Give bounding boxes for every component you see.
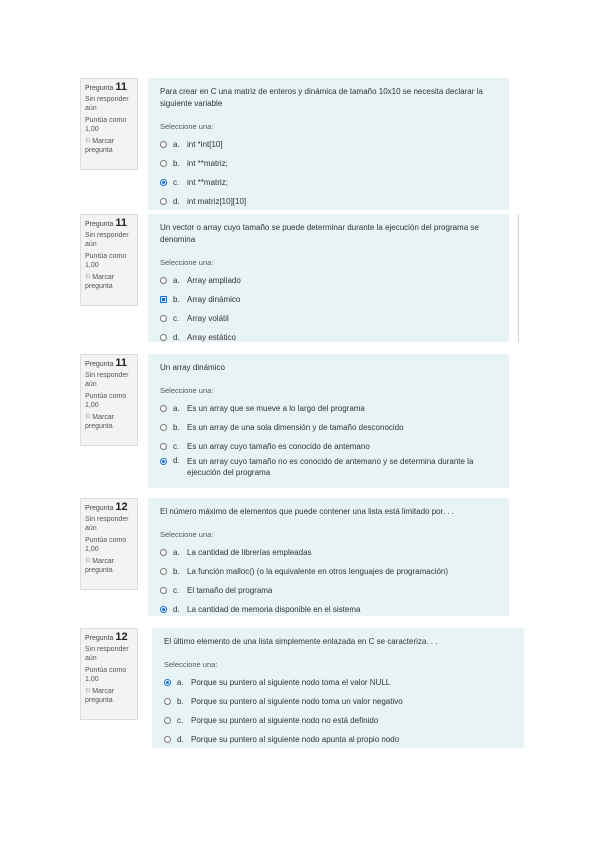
answer-options xyxy=(160,543,499,619)
question-state: Sin responder aún xyxy=(85,646,129,662)
question-content xyxy=(148,498,509,616)
radio-button[interactable] xyxy=(160,424,167,431)
question-text: El último elemento de una lista simplemente enlazada en C se caracteriza. . . xyxy=(164,637,438,646)
question-text: Para crear en C una matriz de enteros y dinámica de tamaño 10x10 se necesita declarar la siguiente variable xyxy=(160,87,483,108)
question-grade: Puntúa como 1,00 xyxy=(85,537,127,553)
radio-button[interactable] xyxy=(160,568,167,575)
flag-question-link[interactable]: ⚐Marcar pregunta xyxy=(85,138,115,154)
radio-button-selected[interactable] xyxy=(160,296,167,303)
radio-button[interactable] xyxy=(160,334,167,341)
question-text: Un vector o array cuyo tamaño se puede determinar durante la ejecución del programa se denomina xyxy=(160,223,479,244)
radio-button-selected[interactable] xyxy=(160,179,167,186)
question-state: Sin responder aún xyxy=(85,96,129,112)
question-content xyxy=(148,354,509,488)
question-content xyxy=(148,78,509,210)
option-c[interactable]: c. El tamaño del programa xyxy=(160,581,499,600)
radio-button[interactable] xyxy=(160,405,167,412)
option-c[interactable]: c. Array volátil xyxy=(160,309,499,328)
answer-prompt: Seleccione una: xyxy=(160,386,214,395)
option-b[interactable]: b. La función malloc() (o la equivalente en otros lenguajes de programación) xyxy=(160,562,499,581)
option-d[interactable]: d. Array estático xyxy=(160,328,499,347)
radio-button[interactable] xyxy=(160,549,167,556)
flag-question-link[interactable]: ⚐Marcar pregunta xyxy=(85,274,115,290)
radio-button[interactable] xyxy=(160,277,167,284)
question-number: Pregunta 12 xyxy=(85,501,128,513)
option-b[interactable]: b. int **matriz; xyxy=(160,154,499,173)
question-content xyxy=(152,628,524,748)
question-number: Pregunta 11 xyxy=(85,357,128,369)
answer-prompt: Seleccione una: xyxy=(160,258,214,267)
question-number: Pregunta 11 xyxy=(85,217,128,229)
flag-question-link[interactable]: ⚐Marcar pregunta xyxy=(85,558,115,574)
option-b[interactable]: b. Porque su puntero al siguiente nodo toma un valor negativo xyxy=(164,692,514,711)
question-info xyxy=(80,214,138,306)
question-grade: Puntúa como 1,00 xyxy=(85,393,127,409)
question-state: Sin responder aún xyxy=(85,232,129,248)
answer-prompt: Seleccione una: xyxy=(164,660,218,669)
option-a[interactable]: a. int *int[10] xyxy=(160,135,499,154)
answer-options xyxy=(160,135,499,211)
flag-icon: ⚐ xyxy=(85,414,92,421)
flag-question-link[interactable]: ⚐Marcar pregunta xyxy=(85,688,115,704)
answer-options xyxy=(160,271,499,347)
option-a[interactable]: a. Porque su puntero al siguiente nodo toma el valor NULL xyxy=(164,673,514,692)
option-c[interactable]: c. Es un array cuyo tamaño es conocido de antemano xyxy=(160,437,499,456)
flag-icon: ⚐ xyxy=(85,138,92,145)
option-d[interactable]: d. Porque su puntero al siguiente nodo apunta al propio nodo xyxy=(164,730,514,749)
scroll-divider xyxy=(518,214,519,342)
answer-prompt: Seleccione una: xyxy=(160,530,214,539)
answer-options xyxy=(160,399,499,484)
radio-button[interactable] xyxy=(160,587,167,594)
radio-button[interactable] xyxy=(160,160,167,167)
question-number: Pregunta 12 xyxy=(85,631,128,643)
flag-icon: ⚐ xyxy=(85,274,92,281)
option-b[interactable]: b. Es un array de una sola dimensión y de tamaño desconocido xyxy=(160,418,499,437)
answer-prompt: Seleccione una: xyxy=(160,122,214,131)
option-c[interactable]: c. int **matriz; xyxy=(160,173,499,192)
question-state: Sin responder aún xyxy=(85,372,129,388)
flag-icon: ⚐ xyxy=(85,558,92,565)
radio-button[interactable] xyxy=(160,315,167,322)
question-content xyxy=(148,214,509,342)
option-c[interactable]: c. Porque su puntero al siguiente nodo no está definido xyxy=(164,711,514,730)
option-d[interactable]: d. int matriz[10][10] xyxy=(160,192,499,211)
radio-button[interactable] xyxy=(160,443,167,450)
radio-button-selected[interactable] xyxy=(164,679,171,686)
question-number: Pregunta 11 xyxy=(85,81,128,93)
option-b[interactable]: b. Array dinámico xyxy=(160,290,499,309)
option-d[interactable]: d. La cantidad de memoria disponible en el sistema xyxy=(160,600,499,619)
option-a[interactable]: a. Array ampliado xyxy=(160,271,499,290)
radio-button[interactable] xyxy=(160,198,167,205)
radio-button[interactable] xyxy=(164,698,171,705)
question-text: Un array dinámico xyxy=(160,363,225,372)
option-a[interactable]: a. Es un array que se mueve a lo largo del programa xyxy=(160,399,499,418)
radio-button[interactable] xyxy=(164,717,171,724)
option-a[interactable]: a. La cantidad de librerías empleadas xyxy=(160,543,499,562)
question-grade: Puntúa como 1,00 xyxy=(85,117,127,133)
question-info xyxy=(80,354,138,446)
question-grade: Puntúa como 1,00 xyxy=(85,667,127,683)
question-text: El número máximo de elementos que puede contener una lista está limitado por. . . xyxy=(160,507,454,516)
question-grade: Puntúa como 1,00 xyxy=(85,253,127,269)
radio-button-selected[interactable] xyxy=(160,606,167,613)
option-d[interactable]: d. Es un array cuyo tamaño no es conocido de antemano y se determina durante la ejecución del programa xyxy=(160,456,499,484)
question-info xyxy=(80,498,138,590)
flag-question-link[interactable]: ⚐Marcar pregunta xyxy=(85,414,115,430)
question-info xyxy=(80,628,138,720)
flag-icon: ⚐ xyxy=(85,688,92,695)
answer-options xyxy=(164,673,514,749)
question-info xyxy=(80,78,138,170)
question-state: Sin responder aún xyxy=(85,516,129,532)
radio-button-selected[interactable] xyxy=(160,458,167,465)
radio-button[interactable] xyxy=(160,141,167,148)
radio-button[interactable] xyxy=(164,736,171,743)
